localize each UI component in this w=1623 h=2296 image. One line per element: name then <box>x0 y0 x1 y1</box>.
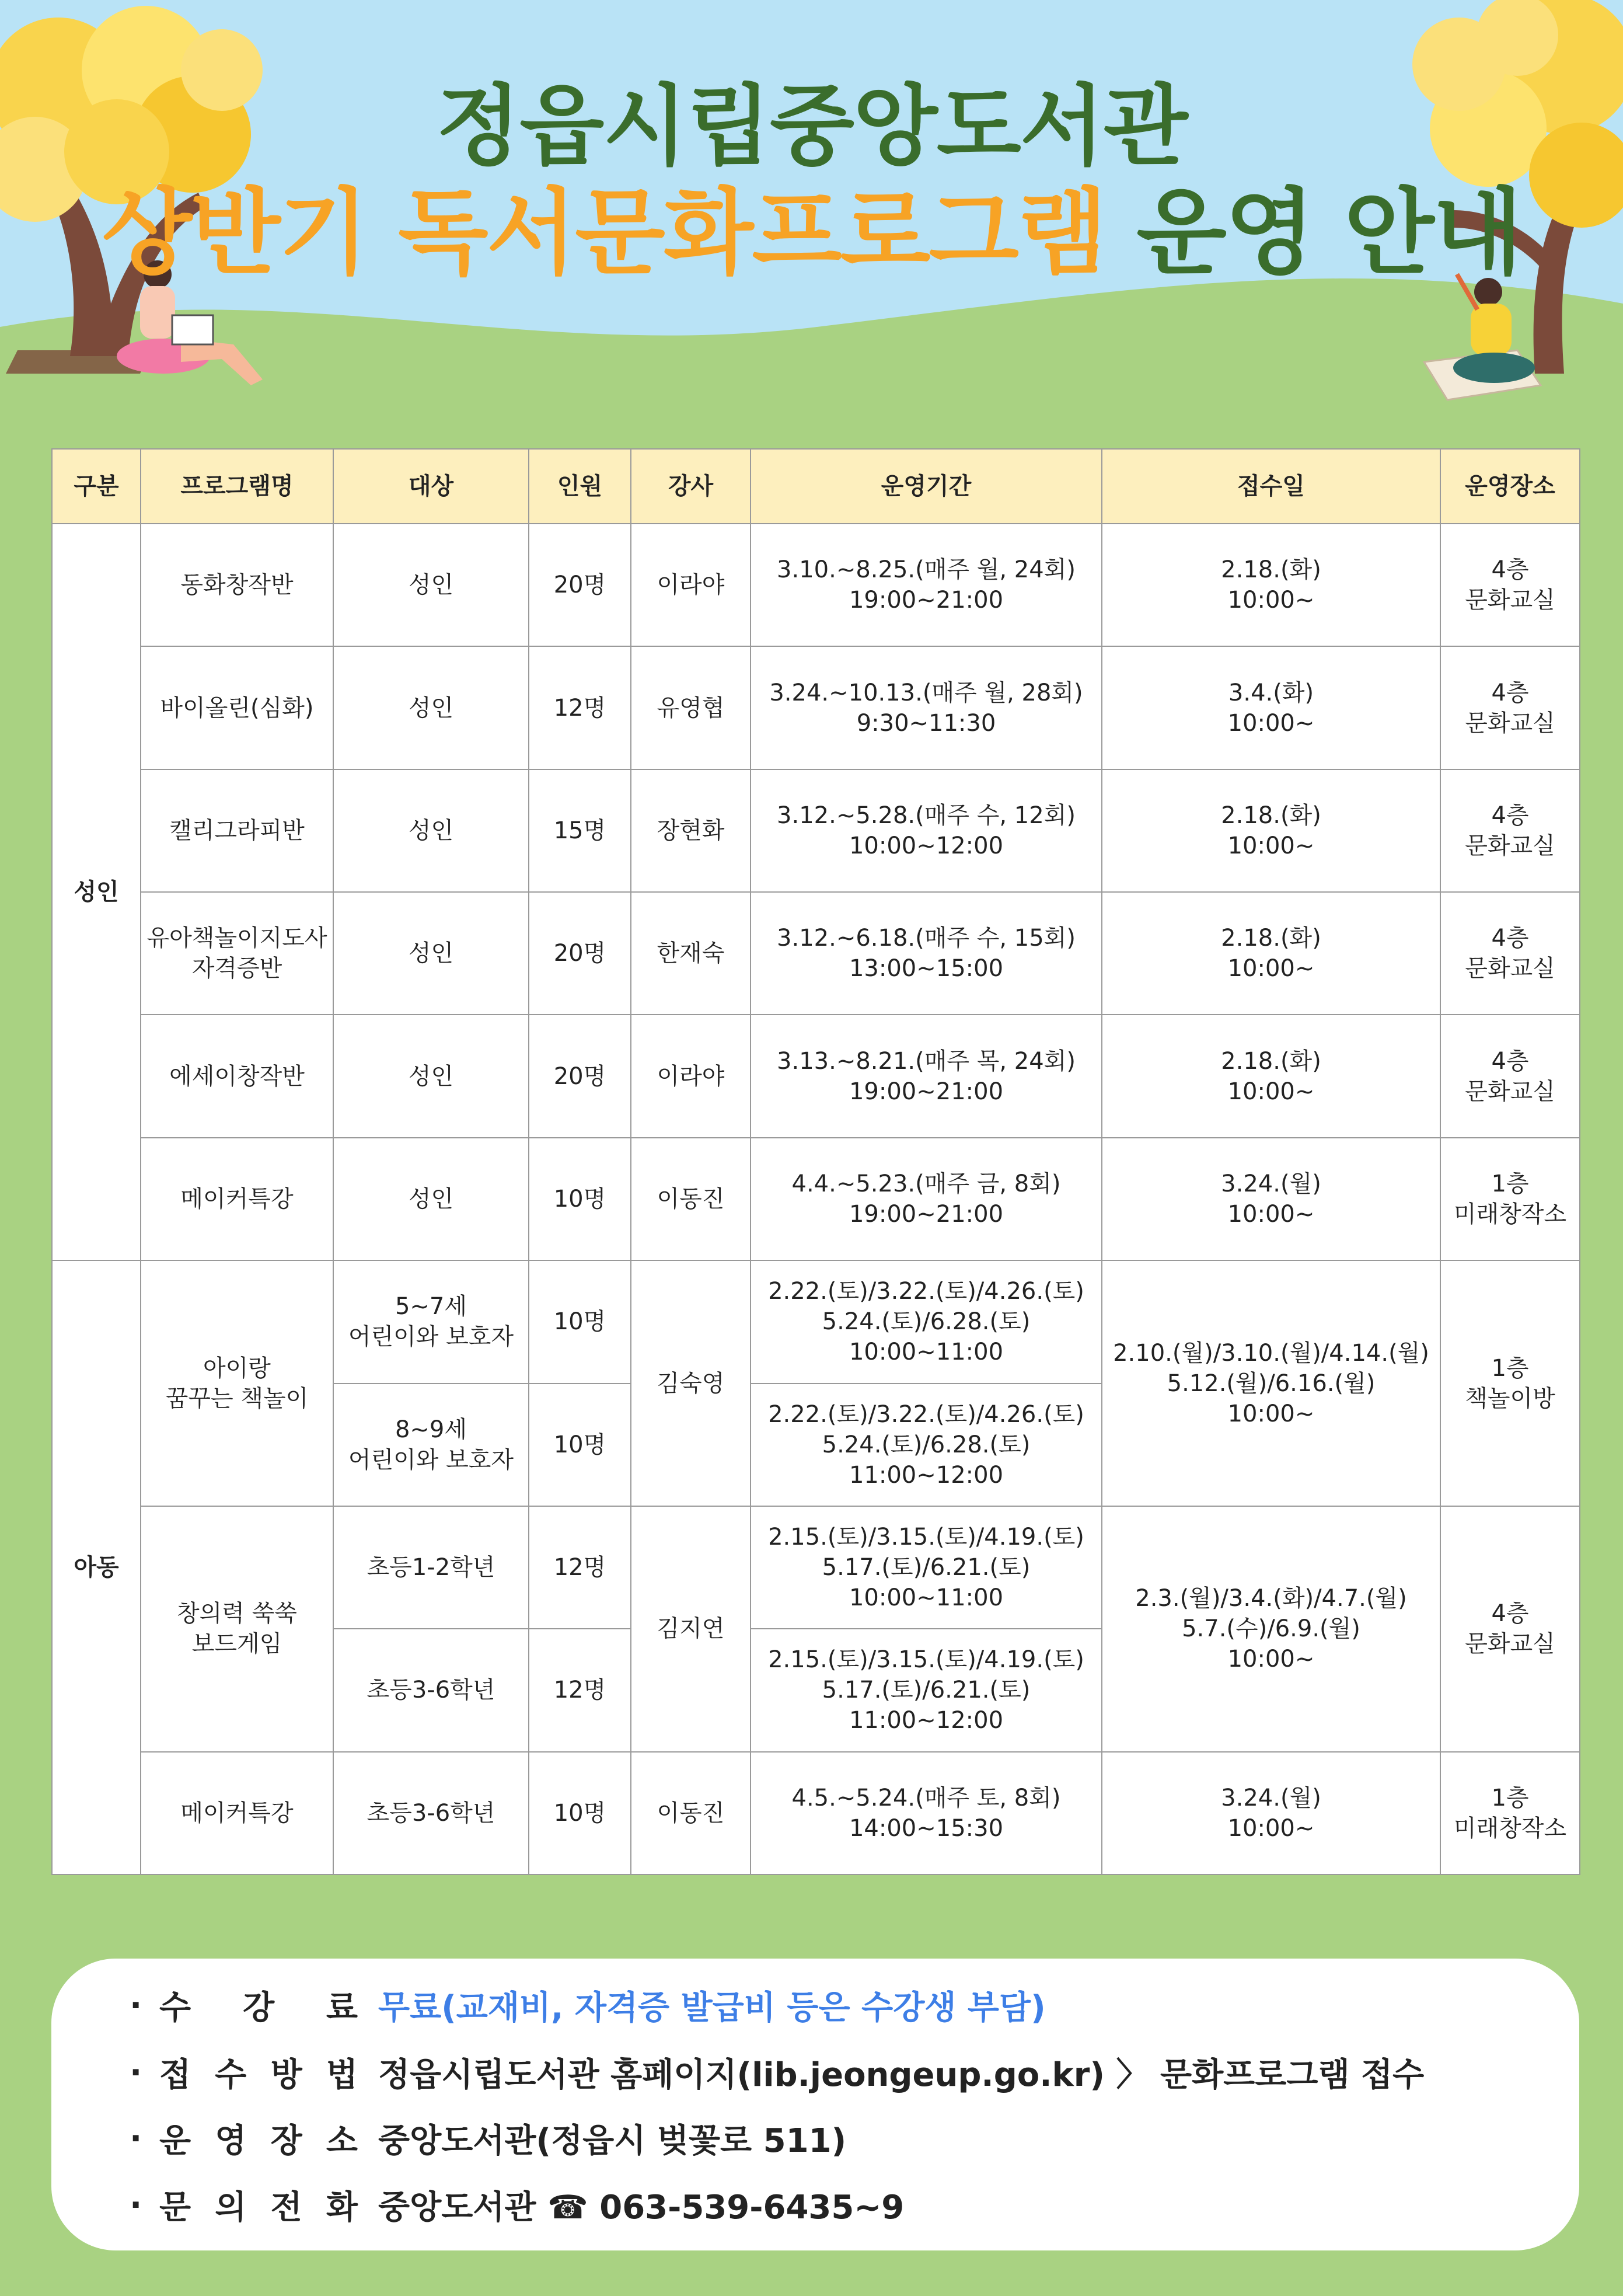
info-label: 문 의 전 화 <box>159 2189 358 2227</box>
header-location: 운영장소 <box>1440 449 1580 524</box>
table-row <box>52 1506 1580 1629</box>
instructor: 이라야 <box>631 524 751 646</box>
instructor: 김지연 <box>631 1506 751 1752</box>
header-target: 대상 <box>333 449 529 524</box>
period: 4.4.~5.23.(매주 금, 8회) 19:00~21:00 <box>751 1138 1102 1260</box>
period: 4.5.~5.24.(매주 토, 8회) 14:00~15:30 <box>751 1752 1102 1875</box>
period: 3.12.~5.28.(매주 수, 12회) 10:00~12:00 <box>751 769 1102 892</box>
capacity: 20명 <box>529 1015 631 1137</box>
table-row <box>52 524 1580 646</box>
period: 3.13.~8.21.(매주 목, 24회) 19:00~21:00 <box>751 1015 1102 1137</box>
capacity: 12명 <box>529 1506 631 1629</box>
location: 4층 문화교실 <box>1440 769 1580 892</box>
info-value-phone: 중앙도서관 ☎ 063-539-6435~9 <box>378 2189 905 2227</box>
location: 1층 미래창작소 <box>1440 1138 1580 1260</box>
header-registration: 접수일 <box>1102 449 1440 524</box>
info-box <box>51 1959 1579 2250</box>
registration: 2.18.(화) 10:00~ <box>1102 524 1440 646</box>
page-title-library: 정읍시립중앙도서관 <box>436 76 1187 177</box>
info-row-fee <box>51 1976 1579 2034</box>
registration: 3.4.(화) 10:00~ <box>1102 646 1440 769</box>
header-program: 프로그램명 <box>141 449 333 524</box>
period: 3.10.~8.25.(매주 월, 24회) 19:00~21:00 <box>751 524 1102 646</box>
capacity: 20명 <box>529 524 631 646</box>
program-name: 캘리그라피반 <box>141 769 333 892</box>
info-row-phone <box>51 2176 1579 2234</box>
capacity: 15명 <box>529 769 631 892</box>
program-name: 유아책놀이지도사 자격증반 <box>141 892 333 1015</box>
registration: 2.10.(월)/3.10.(월)/4.14.(월) 5.12.(월)/6.16.(월) 10:00~ <box>1102 1260 1440 1506</box>
category-child: 아동 <box>52 1260 141 1875</box>
location: 1층 미래창작소 <box>1440 1752 1580 1875</box>
instructor: 유영협 <box>631 646 751 769</box>
registration: 2.18.(화) 10:00~ <box>1102 769 1440 892</box>
instructor: 장현화 <box>631 769 751 892</box>
table-row <box>52 1015 1580 1137</box>
page-title-program <box>0 158 1623 292</box>
target: 성인 <box>333 1015 529 1137</box>
period: 2.15.(토)/3.15.(토)/4.19.(토) 5.17.(토)/6.21.(토) 11:00~12:00 <box>751 1629 1102 1751</box>
period: 3.24.~10.13.(매주 월, 28회) 9:30~11:30 <box>751 646 1102 769</box>
header-instructor: 강사 <box>631 449 751 524</box>
title-rest: 운영 안내 <box>1136 178 1521 287</box>
table-row <box>52 646 1580 769</box>
registration: 3.24.(월) 10:00~ <box>1102 1138 1440 1260</box>
info-value-fee: 무료(교재비, 자격증 발급비 등은 수강생 부담) <box>378 1989 1046 2027</box>
capacity: 12명 <box>529 646 631 769</box>
program-name: 동화창작반 <box>141 524 333 646</box>
category-adult: 성인 <box>52 524 141 1260</box>
target: 성인 <box>333 524 529 646</box>
location: 4층 문화교실 <box>1440 1506 1580 1752</box>
table-row <box>52 1138 1580 1260</box>
target: 8~9세 어린이와 보호자 <box>333 1384 529 1506</box>
bullet-icon: · <box>130 2053 142 2092</box>
table-row <box>52 769 1580 892</box>
info-label: 수 강 료 <box>159 1989 358 2027</box>
location: 4층 문화교실 <box>1440 892 1580 1015</box>
info-row-registration <box>51 2043 1579 2102</box>
instructor: 김숙영 <box>631 1260 751 1506</box>
bullet-icon: · <box>130 1986 142 2025</box>
target: 초등3-6학년 <box>333 1629 529 1751</box>
instructor: 이동진 <box>631 1752 751 1875</box>
program-name: 에세이창작반 <box>141 1015 333 1137</box>
registration: 2.18.(화) 10:00~ <box>1102 892 1440 1015</box>
registration: 2.3.(월)/3.4.(화)/4.7.(월) 5.7.(수)/6.9.(월) 10:00~ <box>1102 1506 1440 1752</box>
target: 성인 <box>333 1138 529 1260</box>
info-row-location <box>51 2109 1579 2168</box>
info-label: 운 영 장 소 <box>159 2122 358 2160</box>
target: 초등3-6학년 <box>333 1752 529 1875</box>
program-name: 바이올린(심화) <box>141 646 333 769</box>
title-highlight: 상반기 독서문화프로그램 <box>102 178 1106 287</box>
target: 초등1-2학년 <box>333 1506 529 1629</box>
location: 4층 문화교실 <box>1440 1015 1580 1137</box>
period: 3.12.~6.18.(매주 수, 15회) 13:00~15:00 <box>751 892 1102 1015</box>
bullet-icon: · <box>130 2186 142 2224</box>
period: 2.15.(토)/3.15.(토)/4.19.(토) 5.17.(토)/6.21.(토) 10:00~11:00 <box>751 1506 1102 1629</box>
program-name: 메이커특강 <box>141 1752 333 1875</box>
header-category: 구분 <box>52 449 141 524</box>
capacity: 12명 <box>529 1629 631 1751</box>
location: 1층 책놀이방 <box>1440 1260 1580 1506</box>
program-name: 메이커특강 <box>141 1138 333 1260</box>
capacity: 20명 <box>529 892 631 1015</box>
capacity: 10명 <box>529 1260 631 1383</box>
instructor: 이동진 <box>631 1138 751 1260</box>
target: 성인 <box>333 646 529 769</box>
period: 2.22.(토)/3.22.(토)/4.26.(토) 5.24.(토)/6.28.(토) 10:00~11:00 <box>751 1260 1102 1383</box>
table-row <box>52 892 1580 1015</box>
program-name: 창의력 쑥쑥 보드게임 <box>141 1506 333 1752</box>
info-value-registration: 정읍시립도서관 홈페이지(lib.jeongeup.go.kr) 〉 문화프로그램 접수 <box>378 2056 1425 2094</box>
location: 4층 문화교실 <box>1440 524 1580 646</box>
table-row <box>52 1260 1580 1383</box>
registration: 3.24.(월) 10:00~ <box>1102 1752 1440 1875</box>
program-schedule-table <box>51 448 1580 1875</box>
period: 2.22.(토)/3.22.(토)/4.26.(토) 5.24.(토)/6.28.(토) 11:00~12:00 <box>751 1384 1102 1506</box>
capacity: 10명 <box>529 1138 631 1260</box>
instructor: 한재숙 <box>631 892 751 1015</box>
header-period: 운영기간 <box>751 449 1102 524</box>
bullet-icon: · <box>130 2119 142 2158</box>
program-name: 아이랑 꿈꾸는 책놀이 <box>141 1260 333 1506</box>
header-capacity: 인원 <box>529 449 631 524</box>
registration: 2.18.(화) 10:00~ <box>1102 1015 1440 1137</box>
table-row <box>52 1752 1580 1875</box>
target: 성인 <box>333 769 529 892</box>
info-value-location: 중앙도서관(정읍시 벚꽃로 511) <box>378 2122 847 2160</box>
info-label: 접 수 방 법 <box>159 2056 358 2094</box>
target: 5~7세 어린이와 보호자 <box>333 1260 529 1383</box>
instructor: 이라야 <box>631 1015 751 1137</box>
capacity: 10명 <box>529 1384 631 1506</box>
capacity: 10명 <box>529 1752 631 1875</box>
target: 성인 <box>333 892 529 1015</box>
table-header-row <box>52 449 1580 524</box>
location: 4층 문화교실 <box>1440 646 1580 769</box>
